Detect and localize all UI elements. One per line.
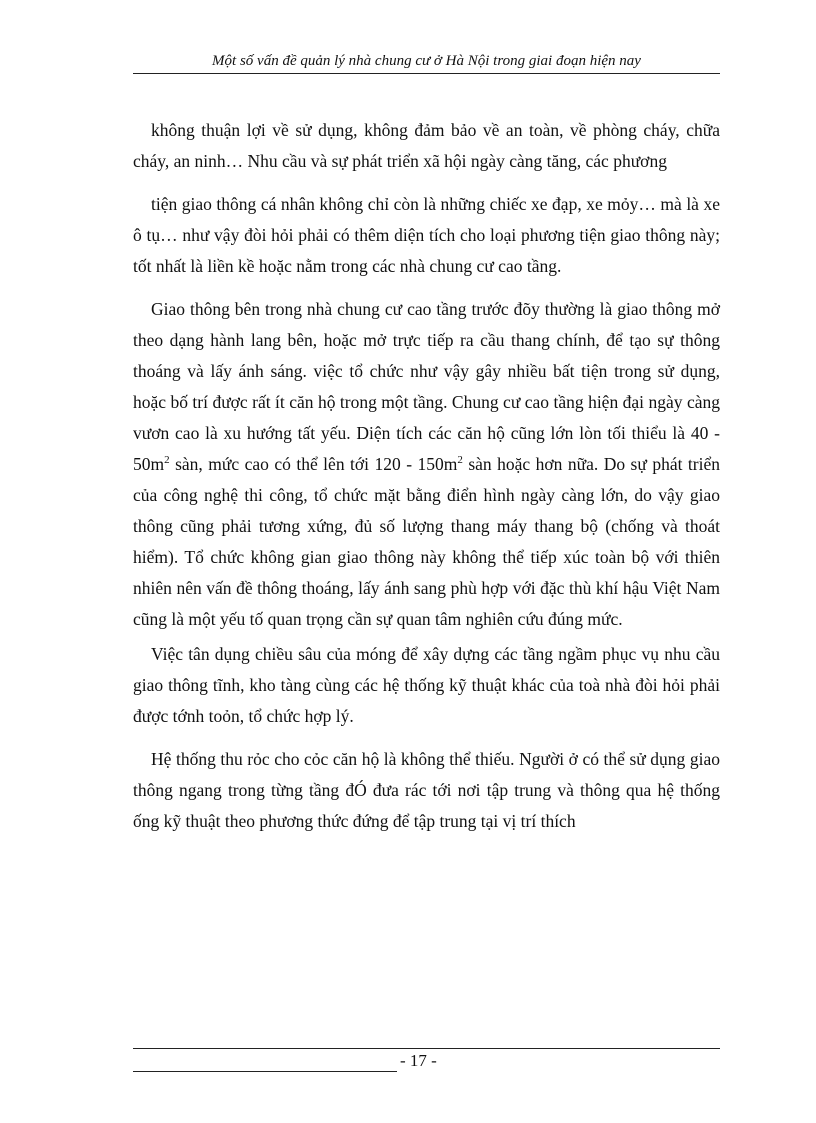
paragraph-5: Hệ thống thu rỏc cho cỏc căn hộ là không thể thiếu. Người ở có thể sử dụng giao thông ngang trong từng tầng đÓ đưa rác tới nơi tập trung và thông qua hệ thống ống kỹ thuật theo phương thức đứng để tập trung tại vị trí thích: [133, 749, 720, 831]
paragraph-3: [133, 294, 720, 635]
paragraph-1: không thuận lợi về sử dụng, không đảm bảo về an toàn, về phòng cháy, chữa cháy, an ninh… Nhu cầu và sự phát triển xã hội ngày càng tăng, các phương: [133, 120, 720, 171]
paragraph-3-part-2: sàn, mức cao có thể lên tới 120 - 150m: [175, 454, 458, 474]
body-text: [133, 115, 720, 837]
paragraph-3-part-1: Giao thông bên trong nhà chung cư cao tầng trước đõy thường là giao thông mở theo dạng hành lang bên, hoặc mở trực tiếp ra cầu thang chính, để tạo sự thông thoáng và lấy ánh sáng. việc tổ chức như vậy gây nhiều bất tiện trong sử dụng, hoặc bố trí được rất ít căn hộ trong một tầng. Chung cư cao tầng hiện đại ngày càng vươn cao là xu hướng tất yếu. Diện tích các căn hộ cũng lớn lòn tối thiểu là 40 - 50m: [133, 299, 720, 474]
paragraph-2: tiện giao thông cá nhân không chỉ còn là những chiếc xe đạp, xe mỏy… mà là xe ô tụ… như vậy đòi hỏi phải có thêm diện tích cho loại phương tiện giao thông này; tốt nhất là liền kề hoặc nằm trong các nhà chung cư cao tầng.: [133, 194, 720, 276]
superscript-squared: 2: [164, 454, 170, 467]
paragraph-4: Việc tân dụng chiều sâu của móng để xây dựng các tầng ngầm phục vụ nhu cầu giao thông tĩnh, kho tàng cùng các hệ thống kỹ thuật khác của toà nhà đòi hỏi phải được tớnh toỏn, tổ chức hợp lý.: [133, 644, 720, 726]
running-header: Một số vấn đề quản lý nhà chung cư ở Hà Nội trong giai đoạn hiện nay: [212, 53, 641, 69]
page-number: - 17 -: [400, 1051, 437, 1070]
superscript-squared: 2: [457, 454, 463, 467]
paragraph-3-part-3: sàn hoặc hơn nữa. Do sự phát triển của công nghệ thi công, tổ chức mặt bằng điển hình ngày càng lớn, do vậy giao thông cũng phải tương xứng, đủ số lượng thang máy thang bộ (chống và thoát hiểm). Tổ chức không gian giao thông này không thể tiếp xúc toàn bộ với thiên nhiên nên vấn đề thông thoáng, lấy ánh sang phù hợp với đặc thù khí hậu Việt Nam cũng là một yếu tố quan trọng cần sự quan tâm nghiên cứu đúng mức.: [133, 454, 720, 629]
footer-divider: [133, 1048, 720, 1049]
footer-divider-short: [133, 1071, 397, 1072]
header-divider: [133, 73, 720, 74]
